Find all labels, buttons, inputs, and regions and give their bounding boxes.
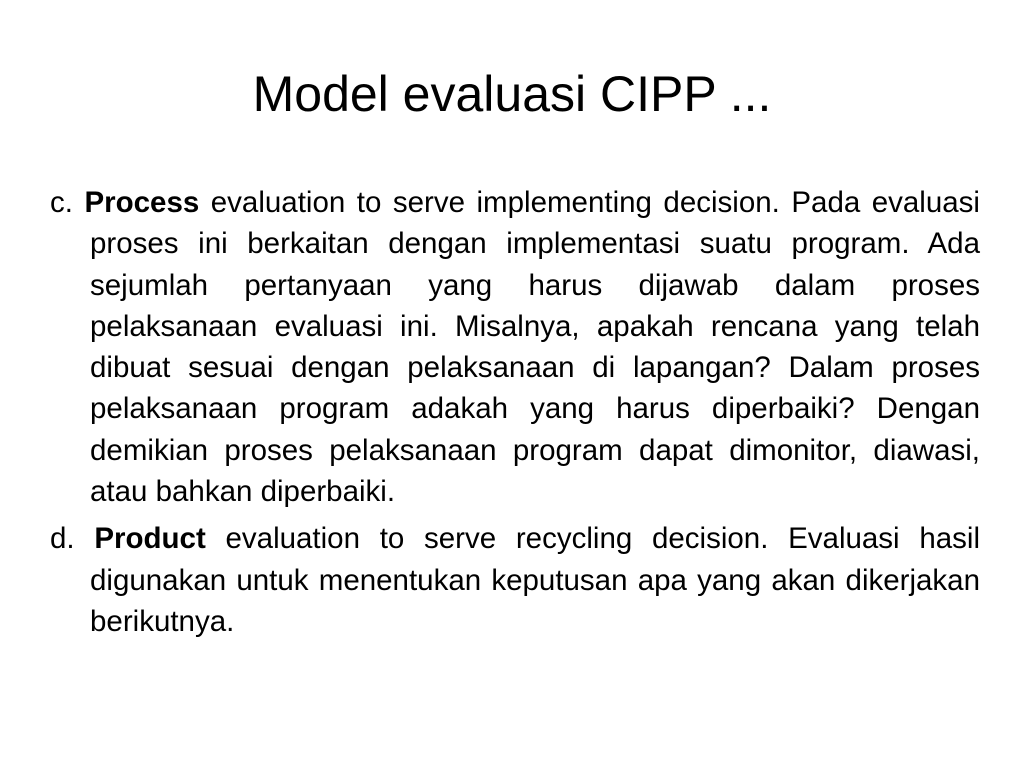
item-term: Process — [84, 186, 200, 219]
item-text: evaluation to serve implementing decision. Pada evaluasi proses ini berkaitan dengan implementasi suatu program. Ada sejumlah pertanyaan yang harus dijawab dalam proses pelaksanaan evaluasi ini. Misalnya, apakah rencana yang telah dibuat sesuai dengan pelaksanaan di lapangan? Dalam proses pelaksanaan program adakah yang harus diperbaiki? Dengan demikian proses pelaksanaan program dapat dimonitor, diawasi, atau bahkan diperbaiki. — [90, 186, 980, 509]
item-marker: c. — [50, 186, 73, 219]
item-term: Product — [94, 522, 206, 556]
slide-title: Model evaluasi CIPP ... — [252, 66, 772, 122]
slide-body — [50, 182, 980, 648]
list-item-product — [50, 518, 980, 642]
item-marker: d. — [50, 522, 75, 556]
list-item-process — [50, 182, 980, 512]
item-text: evaluation to serve recycling decision. Evaluasi hasil digunakan untuk menentukan keputusan apa yang akan dikerjakan berikutnya. — [90, 522, 980, 638]
